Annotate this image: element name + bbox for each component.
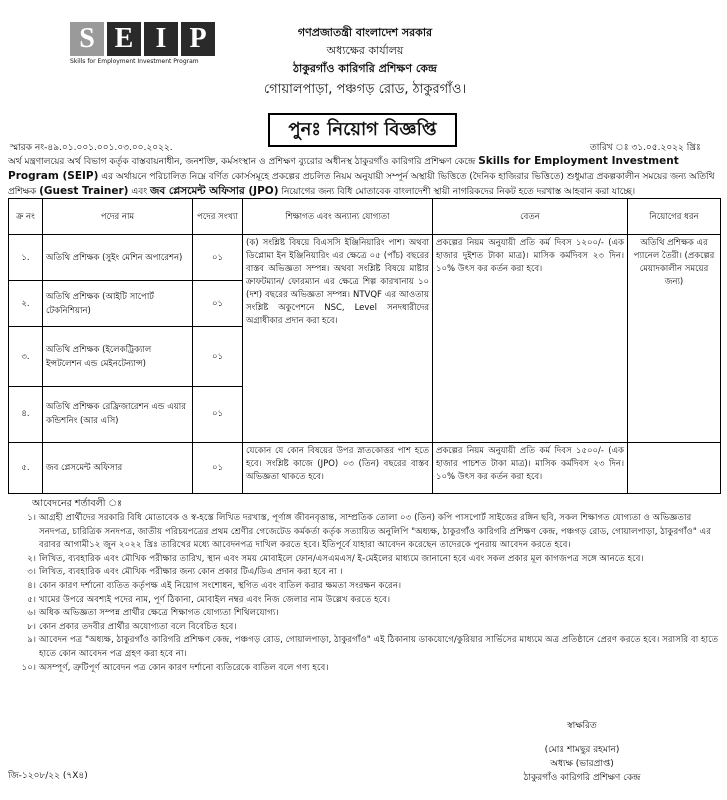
logo-letter-p: P xyxy=(181,22,215,56)
conditions-title: আবেদনের শর্তাবলী ঃ xyxy=(32,498,123,509)
condition-text: কোন কারণ দর্শানো ব্যতিত কর্তৃপক্ষ এই নিয়োগ সংশোধন, স্থগিত এবং বাতিল করার ক্ষমতা সংরক্ষন করেন। xyxy=(39,580,402,591)
condition-number: ৩। xyxy=(27,567,36,578)
row-count: ০১ xyxy=(193,235,243,281)
row-serial: ৪. xyxy=(9,387,43,443)
table-row xyxy=(9,442,721,493)
header-govt: গণপ্রজাতন্ত্রী বাংলাদেশ সরকার xyxy=(297,26,433,39)
jpo-appointment-type xyxy=(628,442,721,493)
condition-text: আগ্রহী প্রার্থীদের সরকারি বিধি মোতাবেক ও স্ব-হস্তে লিখিত দরখাস্ত, পূর্ণাঙ্গ জীবনবৃত্তান্ত, সাম্প্রতিক তোলা ০৩ (তিন) কপি পাসপোর্ট সাইজের রঙ্গিন ছবি, সকল শিক্ষাগত যোগ্যতা ও অভিজ্ঞতার সনদপত্র, চারিত্রিক সনদপত্র, জাতীয় পরিচয়পত্রের প্রথম শ্রেণীর গেজেটেড কর্মকর্তা কর্তৃক সত্যায়িত অনুলিপি "অধ্যক্ষ, ঠাকুরগাঁও কারিগরি প্রশিক্ষণ কেন্দ্র, পঞ্চগড় রোড, গোয়ালপাড়া, ঠাকুরগাঁও" এর বরাবর আগামী১২ জুন ২০২২ খ্রিঃ তারিখের মধ্যে আবেদনপত্র দাখিল করতে হবে। ইতিপূর্বে যাহারা আবেদন করেছেন তাদেরকে পুনরায় আবেদন করতে হবে। xyxy=(39,513,712,551)
condition-text: খামের উপরে অবশ্যই পদের নাম, পূর্ণ ঠিকানা, মোবাইল নম্বর এবং নিজ জেলার নাম উল্লেখ করতে হবে। xyxy=(39,594,391,605)
condition-text: অধিক অভিজ্ঞতা সম্পন্ন প্রার্থীর ক্ষেত্রে শিক্ষাগত যোগ্যতা শিথিলযোগ্য। xyxy=(39,608,279,619)
intro-guest: (Guest Trainer) xyxy=(39,185,129,197)
condition-text: কোন প্রকার তদবীর প্রার্থীর অযোগ্যতা বলে বিবেচিত হবে। xyxy=(39,621,237,632)
header-post: পদের নাম xyxy=(43,199,193,235)
condition-number: ৬। xyxy=(27,608,36,619)
condition-number: ১। xyxy=(27,513,36,523)
intro-part1: অর্থ মন্ত্রণালয়ের অর্থ বিভাগ কর্তৃক বাস্তবায়নাধীন, জনশক্তি, কর্মসংস্থান ও প্রশিক্ষণ ব্যুরোর অধীনস্থ ঠাকুরগাঁও কারিগরি প্রশিক্ষণ কেন্দ্রে xyxy=(8,157,476,167)
footer-code: জি-১২০৮/২২ (৭X৪) xyxy=(8,771,88,781)
conditions-list xyxy=(8,512,720,675)
row-post: জব প্লেসমেন্ট অফিসার xyxy=(43,442,193,493)
condition-text: লিখিত, ব্যবহারিক এবং মৌখিক পরীক্ষার জন্য কোন প্রকার টিএ/ডিএ প্রদান করা হবে না । xyxy=(39,567,343,578)
seip-logo xyxy=(70,22,218,68)
logo-letter-i: I xyxy=(144,22,178,56)
row-serial: ৫. xyxy=(9,442,43,493)
header-address: গোয়ালপাড়া, পঞ্চগড় রোড, ঠাকুরগাঁও। xyxy=(263,82,467,97)
condition-text: লিখিত, ব্যবহারিক এবং মৌখিক পরীক্ষার তারিখ, স্থান এবং সময় মোবাইলে ফোন/এসএমএস/ ই-মেইলের মাধ্যমে জানানো হবে এবং সকল প্রকার মূল কাগজপত্র সঙ্গে আনতে হবে। xyxy=(39,553,644,564)
intro-program: Skills for Employment Investment Program (SEIP) xyxy=(8,155,679,182)
list-item xyxy=(8,621,720,635)
condition-text: অসম্পূর্ণ, ত্রুটিপূর্ণ আবেদন পত্র কোন কারণ দর্শানো ব্যতিরেকে বাতিল বলে গণ্য হবে। xyxy=(39,662,329,673)
condition-number: ৮। xyxy=(27,621,36,632)
memo-number: স্মারক নং-৪৯.০১.০০১.০০১.০৩.০০.২০২২. xyxy=(10,143,173,153)
row-serial: ২. xyxy=(9,281,43,327)
signatory-office: ঠাকুরগাঁও কারিগরি প্রশিক্ষণ কেন্দ্র xyxy=(523,773,641,783)
row-count: ০১ xyxy=(193,387,243,443)
list-item xyxy=(8,580,720,594)
posts-table xyxy=(8,198,721,494)
trainer-qualification: (ক) সংশ্লিষ্ট বিষয়ে বিএসসি ইঞ্জিনিয়ারিং পাশ। অথবা ডিপ্লোমা ইন ইঞ্জিনিয়ারিং এর ক্ষেত্রে ০৫ (পাঁচ) বছরের বাস্তব অভিজ্ঞতা সম্পন্ন। অথবা সংশ্লিষ্ট বিষয়ে মাষ্টার ক্রাফটম্যান/ ফোরম্যান এর ক্ষেত্রে শিল্প কারখানায় ১০ (দশ) বছরের অভিজ্ঞতা সম্পন্ন। NTVQF এর আওতায় সংশ্লিষ্ট অকুপেশনে NSC, Level সনদধারীদের অগ্রাধীকার প্রদান করা হবে। xyxy=(243,235,433,442)
jpo-salary: প্রকল্পের নিয়ম অনুযায়ী প্রতি কর্ম দিবস ১৫০০/- (এক হাজার পাচশত টাকা মাত্র)। মাসিক কর্মদিবস ২৩ দিন। ১০% উৎস কর কর্তন করা হবে। xyxy=(433,442,628,493)
signatory-designation: অধ্যক্ষ (ভারপ্রাপ্ত) xyxy=(550,759,614,769)
signature-label: স্বাক্ষরিত xyxy=(567,721,597,731)
signatory-name: (মোঃ শামছুর রহমান) xyxy=(544,745,620,755)
row-count: ০১ xyxy=(193,281,243,327)
row-count: ০১ xyxy=(193,442,243,493)
table-header-row xyxy=(9,199,721,235)
condition-number: ৪। xyxy=(27,580,36,591)
header-salary: বেতন xyxy=(433,199,628,235)
trainer-appointment-type: অতিথি প্রশিক্ষক এর প্যানেল তৈরী। (প্রকল্পের মেয়াদকালীন সময়ের জন্য) xyxy=(628,235,721,442)
header-serial: ক্র নং xyxy=(9,199,43,235)
header-office: অধ্যক্ষের কার্যালয় xyxy=(326,44,404,57)
list-item xyxy=(8,566,720,580)
intro-part3: এবং xyxy=(131,187,148,197)
logo-letter-s: S xyxy=(70,22,104,56)
header-count: পদের সংখ্যা xyxy=(193,199,243,235)
list-item xyxy=(8,634,720,661)
list-item xyxy=(8,553,720,567)
notice-title: পুনঃ নিয়োগ বিজ্ঞপ্তি xyxy=(268,113,457,147)
list-item xyxy=(8,594,720,608)
row-post: অতিথি প্রশিক্ষক রেফ্রিজারেশন এন্ড এয়ার কন্ডিশনিং (আর এসি) xyxy=(43,387,193,443)
condition-number: ২। xyxy=(27,553,36,564)
condition-text: আবেদন পত্র "অধ্যক্ষ, ঠাকুরগাঁও কারিগরি প্রশিক্ষণ কেন্দ্র, পঞ্চগড় রোড, গোয়ালপাড়া, ঠাকুরগাঁও" এই ঠিকানায় ডাকযোগে/কুরিয়ার সার্ভিসের মাধ্যমে অত্র প্রতিষ্ঠানে প্রেরণ করতে হবে। সরাসরি বা হাতে হাতে কোন আবেদন পত্র গ্রহণ করা হবে না। xyxy=(39,635,719,659)
row-post: অতিথি প্রশিক্ষক (আইটি সাপোর্ট টেকনিশিয়ান) xyxy=(43,281,193,327)
jpo-qualification: যেকোন যে কোন বিষয়ের উপর স্নাতকোত্তর পাশ হতে হবে। সংশ্লিষ্ট কাজে (JPO) ০৩ (তিন) বছরের বাস্তব অভিজ্ঞতা থাকতে হবে। xyxy=(243,442,433,493)
intro-part2: এর অর্থায়নে পরিচালিত নিম্নে বর্ণিত কোর্সসমূহে প্রকল্পের প্রচলিত নিয়ম অনুযায়ী সম্পূর্ন অস্থায়ী ভিত্তিতে (দৈনিক হাজিরার ভিত্তিতে) শুধুমাত্র প্রকল্পকালীন সময়ের জন্য অতিথি প্রশিক্ষক xyxy=(8,172,715,197)
list-item xyxy=(8,607,720,621)
list-item xyxy=(8,512,720,553)
condition-number: ৫। xyxy=(27,594,36,605)
intro-part4: নিয়োগের জন্য বিধি মোতাবেক বাংলাদেশী স্থায়ী নাগরিকদের নিকট হতে দরখাস্ত আহবান করা যাচ্ছে। xyxy=(281,187,636,197)
condition-number: ৯। xyxy=(27,635,36,646)
header-qualification: শিক্ষাগত এবং অন্যান্য যোগ্যতা xyxy=(243,199,433,235)
table-row xyxy=(9,235,721,281)
row-serial: ৩. xyxy=(9,327,43,387)
header-appointment-type: নিয়োগের ধরন xyxy=(628,199,721,235)
condition-number: ১০। xyxy=(21,662,36,673)
notice-date: তারিখ ঃ ৩১.০৫.২০২২ খ্রিঃ xyxy=(590,143,701,153)
row-post: অতিথি প্রশিক্ষক (ইলেকট্রিক্যাল ইন্সটলেশন এন্ড মেইনটেন্যান্স) xyxy=(43,327,193,387)
row-post: অতিথি প্রশিক্ষক (সুইং মেশিন অপারেশন) xyxy=(43,235,193,281)
row-serial: ১. xyxy=(9,235,43,281)
intro-paragraph xyxy=(8,154,720,199)
row-count: ০১ xyxy=(193,327,243,387)
trainer-salary: প্রকল্পের নিয়ম অনুযায়ী প্রতি কর্ম দিবস ১২০০/- (এক হাজার দুইশত টাকা মাত্র)। মাসিক কর্মদিবস ২৩ দিন। ১০% উৎস কর কর্তন করা হবে। xyxy=(433,235,628,442)
logo-tagline: Skills for Employment Investment Program xyxy=(70,58,199,65)
header-institute: ঠাকুরগাঁও কারিগরি প্রশিক্ষণ কেন্দ্র xyxy=(293,62,437,75)
intro-jpo: জব প্লেসমেন্ট অফিসার (JPO) xyxy=(149,185,279,197)
logo-letter-e: E xyxy=(107,22,141,56)
list-item xyxy=(8,662,720,676)
